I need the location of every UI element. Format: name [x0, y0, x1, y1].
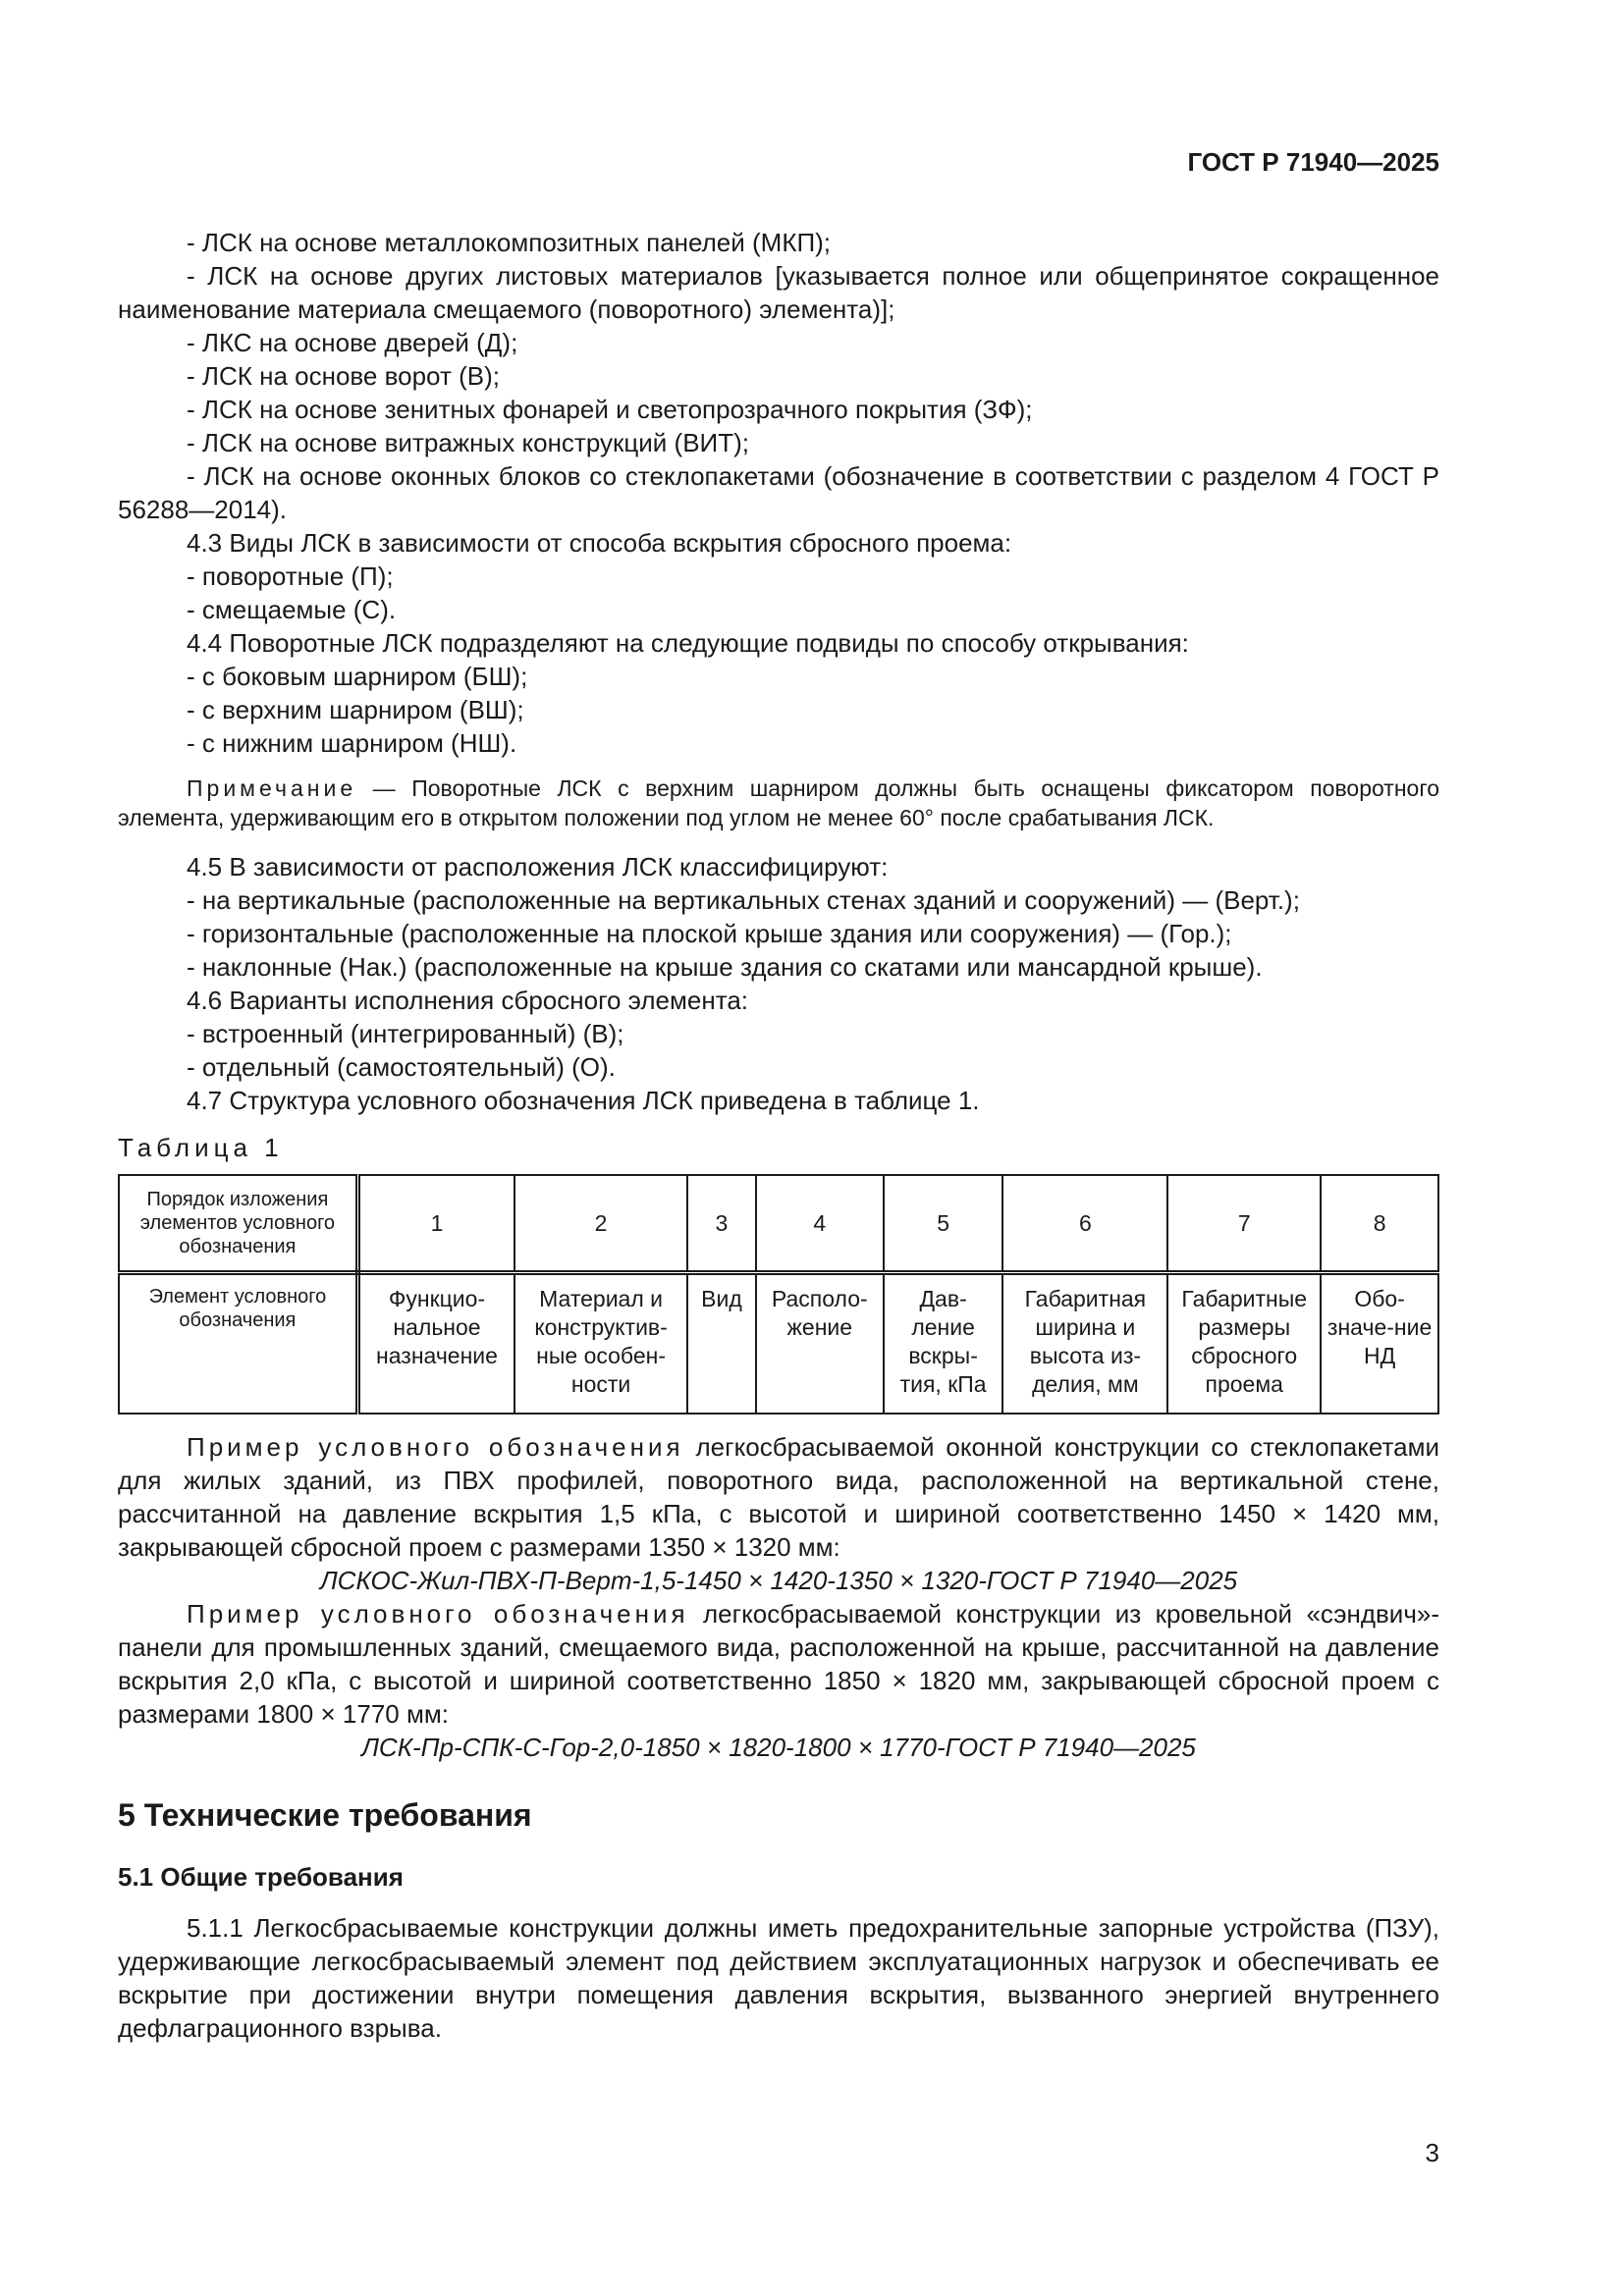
- list-item: - ЛСК на основе ворот (В);: [187, 361, 500, 391]
- table-cell: 2: [514, 1175, 687, 1273]
- list-item: - ЛСК на основе других листовых материалов [указывается полное или общепринятое сокращенное наименование материала смещаемого (поворотного) элемента)];: [118, 261, 1439, 324]
- table-cell: 1: [357, 1175, 514, 1273]
- list-item: - ЛСК на основе зенитных фонарей и светопрозрачного покрытия (ЗФ);: [187, 395, 1033, 424]
- table-caption: Таблица 1: [118, 1133, 284, 1162]
- list-item: - на вертикальные (расположенные на вертикальных стенах зданий и сооружений) — (Верт.);: [187, 885, 1300, 915]
- clause-5-1-1: 5.1.1 Легкосбрасываемые конструкции должны иметь предохранительные запорные устройства (ПЗУ), удерживающие легкосбрасываемый элемент под действием эксплуатационных нагрузок и обеспечивать ее вскрытие при достижении внутри помещения давления вскрытия, вызванного энергией внутреннего дефлаграционного взрыва.: [118, 1913, 1439, 2043]
- note-text: — Поворотные ЛСК с верхним шарниром должны быть оснащены фиксатором поворотного элемента, удерживающим его в открытом положении под углом не менее 60° после срабатывания ЛСК.: [118, 775, 1439, 830]
- clause-4-4: 4.4 Поворотные ЛСК подразделяют на следующие подвиды по способу открывания:: [187, 628, 1189, 658]
- example-text: легкосбрасываемой оконной конструкции со стеклопакетами для жилых зданий, из ПВХ профилей, поворотного вида, расположенной на вертикальной стене, рассчитанной на давление вскрытия 1,5 кПа, с высотой и шириной соответственно 1450 × 1420 мм, закрывающей сбросной проем с размерами 1350 × 1320 мм:: [118, 1432, 1440, 1562]
- list-item: - ЛСК на основе витражных конструкций (ВИТ);: [187, 428, 749, 457]
- standard-header: ГОСТ Р 71940—2025: [1187, 147, 1439, 177]
- page-number: 3: [1425, 2138, 1439, 2167]
- section-title: 5 Технические требования: [118, 1797, 532, 1833]
- clause-4-7: 4.7 Структура условного обозначения ЛСК приведена в таблице 1.: [187, 1086, 980, 1115]
- examples: [118, 1430, 1439, 1764]
- table-cell: Функцио-нальное назначение: [357, 1273, 514, 1415]
- table-cell: 7: [1167, 1175, 1321, 1273]
- table-cell: 8: [1321, 1175, 1438, 1273]
- table-cell: Материал и конструктив-ные особен-ности: [514, 1273, 687, 1415]
- list-item: - отдельный (самостоятельный) (О).: [187, 1052, 616, 1082]
- list-item: - поворотные (П);: [187, 561, 394, 591]
- table-cell: 6: [1002, 1175, 1167, 1273]
- list-item: - горизонтальные (расположенные на плоской крыше здания или сооружения) — (Гор.);: [187, 919, 1232, 948]
- table-cell: Обо-значе-ние НД: [1321, 1273, 1438, 1415]
- table-row: [119, 1175, 1438, 1273]
- designation-table: [118, 1174, 1439, 1415]
- table-cell: Габаритные размеры сбросного проема: [1167, 1273, 1321, 1415]
- list-item: - ЛСК на основе оконных блоков со стеклопакетами (обозначение в соответствии с разделом 4 ГОСТ Р 56288—2014).: [118, 461, 1439, 524]
- table-cell: Дав-ление вскры-тия, кПа: [884, 1273, 1003, 1415]
- clause-4-5: 4.5 В зависимости от расположения ЛСК классифицируют:: [187, 852, 889, 881]
- note: [118, 774, 1439, 832]
- table-cell: 5: [884, 1175, 1003, 1273]
- note-label: Примечание: [187, 775, 357, 801]
- list-item: - с боковым шарниром (БШ);: [187, 662, 528, 691]
- table-cell: Располо-жение: [756, 1273, 884, 1415]
- list-item: - смещаемые (С).: [187, 595, 397, 624]
- table-row: [119, 1273, 1438, 1415]
- clause-4-6: 4.6 Варианты исполнения сбросного элемента:: [187, 986, 748, 1015]
- example-code: ЛСК-Пр-СПК-С-Гор-2,0-1850 × 1820-1800 × 1770-ГОСТ Р 71940—2025: [361, 1733, 1196, 1762]
- list-item: - ЛКС на основе дверей (Д);: [187, 328, 518, 357]
- table-row-label: Порядок изложения элементов условного обозначения: [119, 1175, 357, 1273]
- example-1: [118, 1430, 1439, 1564]
- clause-4-3: 4.3 Виды ЛСК в зависимости от способа вскрытия сбросного проема:: [187, 528, 1012, 558]
- list-item: - наклонные (Нак.) (расположенные на крыше здания со скатами или мансардной крыше).: [187, 952, 1263, 982]
- list-item: - встроенный (интегрированный) (В);: [187, 1019, 624, 1048]
- table-row-label: Элемент условного обозначения: [119, 1273, 357, 1415]
- table-cell: Габаритная ширина и высота из-делия, мм: [1002, 1273, 1167, 1415]
- list-item: - ЛСК на основе металлокомпозитных панелей (МКП);: [187, 228, 832, 257]
- example-code: ЛСКОС-Жил-ПВХ-П-Верт-1,5-1450 × 1420-1350 × 1320-ГОСТ Р 71940—2025: [319, 1566, 1238, 1595]
- example-2: [118, 1597, 1439, 1731]
- table-cell: 4: [756, 1175, 884, 1273]
- list-item: - с верхним шарниром (ВШ);: [187, 695, 524, 724]
- example-text: легкосбрасываемой конструкции из кровельной «сэндвич»-панели для промышленных зданий, смещаемого вида, расположенной на крыше, рассчитанной на давление вскрытия 2,0 кПа, с высотой и шириной соответственно 1850 × 1820 мм, закрывающей сбросной проем с размерами 1800 × 1770 мм:: [118, 1599, 1439, 1729]
- example-lead: Пример условного обозначения: [187, 1599, 689, 1629]
- document-body: [118, 226, 1439, 2045]
- table-cell: Вид: [687, 1273, 756, 1415]
- example-lead: Пример условного обозначения: [187, 1432, 684, 1462]
- list-item: - с нижним шарниром (НШ).: [187, 728, 517, 758]
- subsection-title: 5.1 Общие требования: [118, 1862, 404, 1892]
- table-cell: 3: [687, 1175, 756, 1273]
